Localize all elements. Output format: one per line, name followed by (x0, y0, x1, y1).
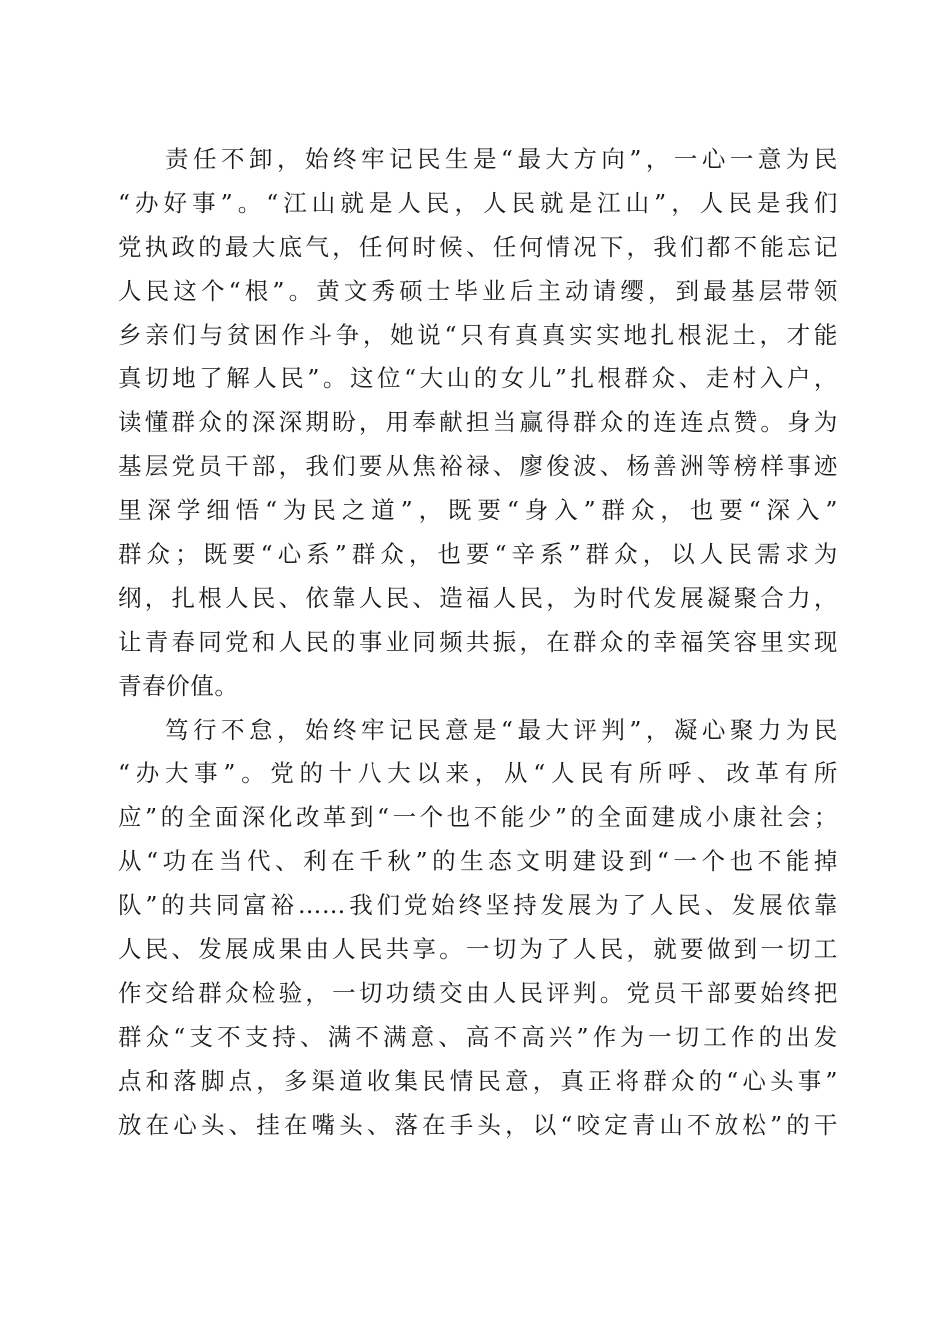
text-line: “办好事”。“江山就是人民，人民就是江山”，人民是我们 (118, 188, 838, 217)
text-line: 笃行不怠，始终牢记民意是“最大评判”，凝心聚力为民 (165, 715, 838, 744)
text-line: 点和落脚点，多渠道收集民情民意，真正将群众的“心头事” (118, 1066, 838, 1095)
paragraph-2 (118, 709, 838, 1148)
body-text (118, 138, 838, 1147)
text-line: 真切地了解人民”。这位“大山的女儿”扎根群众、走村入户， (118, 364, 838, 393)
text-line: 青春价值。 (118, 671, 239, 700)
text-line: 群众“支不支持、满不满意、高不高兴”作为一切工作的出发 (118, 1022, 838, 1051)
text-line: “办大事”。党的十八大以来，从“人民有所呼、改革有所 (118, 759, 838, 788)
text-line: 人民这个“根”。黄文秀硕士毕业后主动请缨，到最基层带领 (118, 276, 838, 305)
text-line: 读懂群众的深深期盼，用奉献担当赢得群众的连连点赞。身为 (118, 408, 838, 437)
text-line: 放在心头、挂在嘴头、落在手头，以“咬定青山不放松”的干 (118, 1110, 838, 1139)
paragraph-1 (118, 138, 838, 709)
text-line: 党执政的最大底气，任何时候、任何情况下，我们都不能忘记 (118, 232, 838, 261)
text-line: 从“功在当代、利在千秋”的生态文明建设到“一个也不能掉 (118, 847, 838, 876)
text-line: 纲，扎根人民、依靠人民、造福人民，为时代发展凝聚合力， (118, 583, 838, 612)
text-line: 人民、发展成果由人民共享。一切为了人民，就要做到一切工 (118, 935, 838, 964)
text-line: 队”的共同富裕……我们党始终坚持发展为了人民、发展依靠 (118, 891, 838, 920)
text-line: 乡亲们与贫困作斗争，她说“只有真真实实地扎根泥土，才能 (118, 320, 838, 349)
text-line: 作交给群众检验，一切功绩交由人民评判。党员干部要始终把 (118, 978, 838, 1007)
text-line: 群众；既要“心系”群众，也要“辛系”群众，以人民需求为 (118, 540, 838, 569)
text-line: 让青春同党和人民的事业同频共振，在群众的幸福笑容里实现 (118, 627, 838, 656)
text-line: 基层党员干部，我们要从焦裕禄、廖俊波、杨善洲等榜样事迹 (118, 452, 838, 481)
text-line: 责任不卸，始终牢记民生是“最大方向”，一心一意为民 (165, 145, 838, 173)
text-line: 应”的全面深化改革到“一个也不能少”的全面建成小康社会； (118, 803, 838, 832)
text-line: 里深学细悟“为民之道”，既要“身入”群众，也要“深入” (118, 496, 838, 525)
